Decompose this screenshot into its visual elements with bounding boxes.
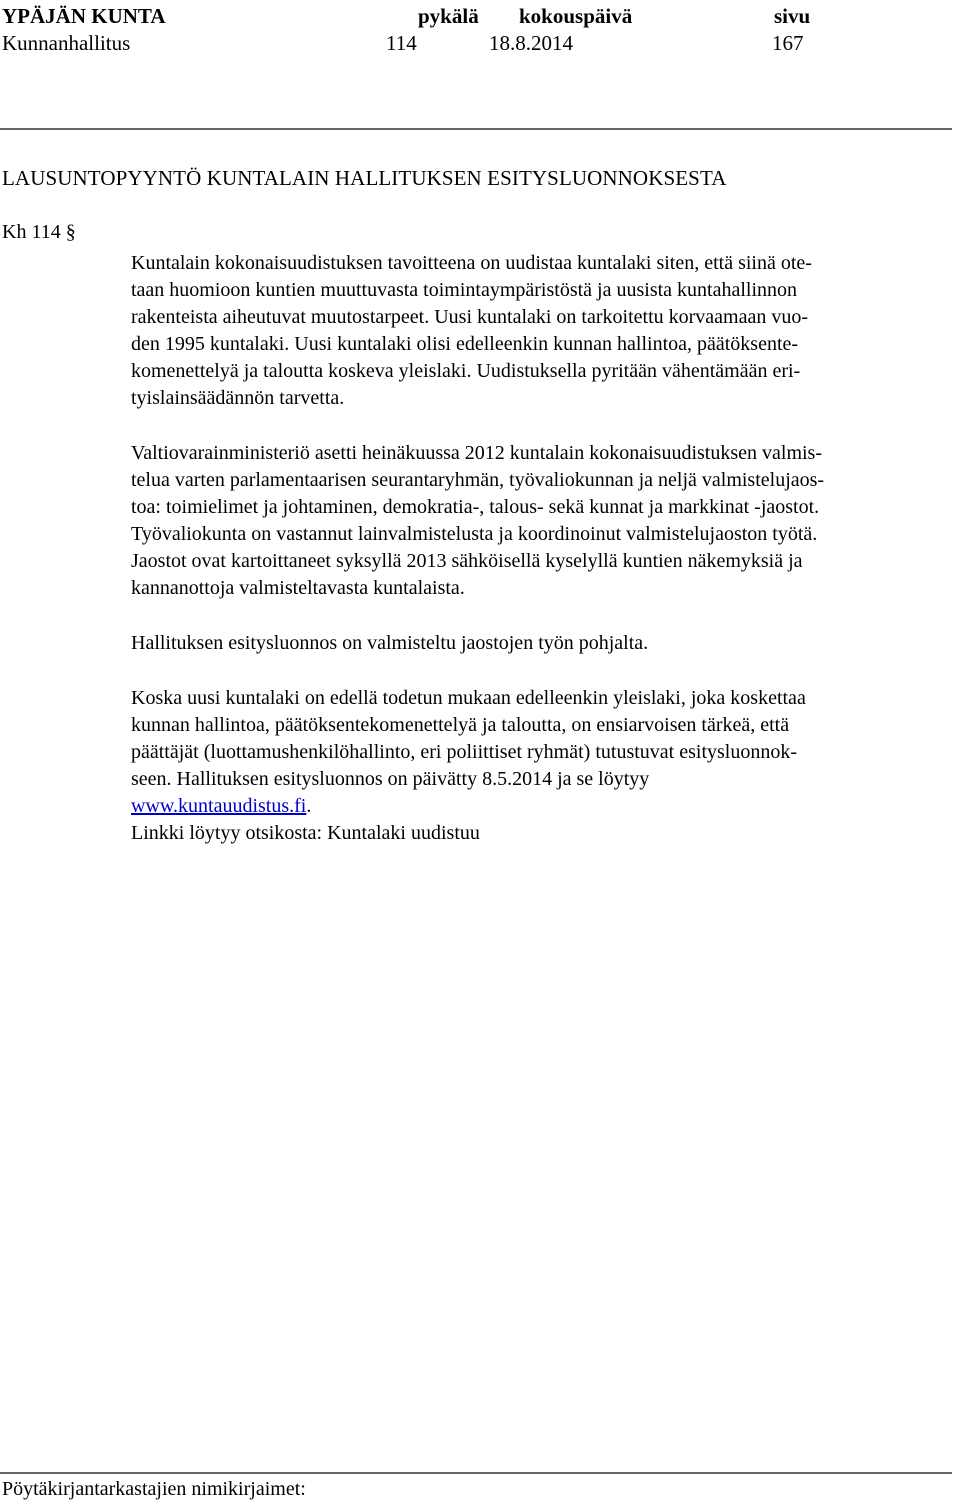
paragraph-line: seen. Hallituksen esitysluonnos on päivätty 8.5.2014 ja se löytyy (131, 768, 650, 790)
paragraph-line: Jaostot ovat kartoittaneet syksyllä 2013 sähköisellä kyselyllä kuntien näkemyksiä ja (131, 550, 803, 572)
paragraph-line: päättäjät (luottamushenkilöhallinto, eri poliittiset ryhmät) tutustuvat esitysluonnok- (131, 741, 797, 763)
page-label: sivu (774, 4, 811, 28)
paragraph-line: den 1995 kuntalaki. Uusi kuntalaki olisi edelleenkin kunnan hallintoa, päätöksente- (131, 333, 799, 355)
paragraph-3 (131, 630, 953, 657)
paragraph-line: kannanottoja valmisteltavasta kuntalaista. (131, 577, 465, 599)
paragraph-line: rakenteista aiheutuvat muutostarpeet. Uusi kuntalaki on tarkoitettu korvaamaan vuo- (131, 306, 809, 328)
governing-body: Kunnanhallitus (2, 31, 131, 55)
header-divider (0, 128, 952, 130)
document-title: LAUSUNTOPYYNTÖ KUNTALAIN HALLITUKSEN ESITYSLUONNOKSESTA (2, 166, 727, 190)
page-number: 167 (772, 31, 804, 55)
link-line (131, 793, 953, 820)
paragraph-line: Valtiovarainministeriö asetti heinäkuussa 2012 kuntalain kokonaisuudistuksen valmis- (131, 442, 822, 464)
footer-divider (0, 1472, 952, 1474)
paragraph-4 (131, 685, 953, 847)
paragraph-line: Koska uusi kuntalaki on edellä todetun mukaan edelleenkin yleislaki, joka koskettaa (131, 687, 806, 709)
date-label: kokouspäivä (519, 4, 633, 28)
paragraph-line: tyislainsäädännön tarvetta. (131, 387, 345, 409)
paragraph-line: taan huomioon kuntien muuttuvasta toimintaympäristöstä ja uusista kuntahallinnon (131, 279, 798, 301)
paragraph-line: Hallituksen esitysluonnos on valmisteltu jaostojen työn pohjalta. (131, 632, 649, 654)
paragraph-line: komenettelyä ja taloutta koskeva yleislaki. Uudistuksella pyritään vähentämään eri- (131, 360, 801, 382)
paragraph-1 (131, 250, 953, 412)
paragraph-line: toa: toimielimet ja johtaminen, demokratia-, talous- sekä kunnat ja markkinat -jaostot. (131, 496, 820, 518)
paragraph-2 (131, 440, 953, 602)
item-reference: Kh 114 § (2, 221, 76, 243)
link-note: Linkki löytyy otsikosta: Kuntalaki uudistuu (131, 822, 480, 844)
org-name: YPÄJÄN KUNTA (2, 4, 166, 28)
link-suffix: . (306, 795, 312, 817)
section-number: 114 (386, 31, 417, 55)
kuntauudistus-link[interactable]: www.kuntauudistus.fi (131, 795, 307, 817)
paragraph-line: Työvaliokunta on vastannut lainvalmistelusta ja koordinoinut valmistelujaoston työtä. (131, 523, 818, 545)
paragraph-line: kunnan hallintoa, päätöksentekomenettelyä ja taloutta, on ensiarvoisen tärkeä, että (131, 714, 790, 736)
meeting-date: 18.8.2014 (489, 31, 573, 55)
section-label: pykälä (418, 4, 479, 28)
paragraph-line: Kuntalain kokonaisuudistuksen tavoitteena on uudistaa kuntalaki siten, että siinä ote- (131, 252, 812, 274)
paragraph-line: telua varten parlamentaarisen seurantaryhmän, työvaliokunnan ja neljä valmistelujaos- (131, 469, 825, 491)
footer-initials-label: Pöytäkirjantarkastajien nimikirjaimet: (2, 1478, 306, 1500)
